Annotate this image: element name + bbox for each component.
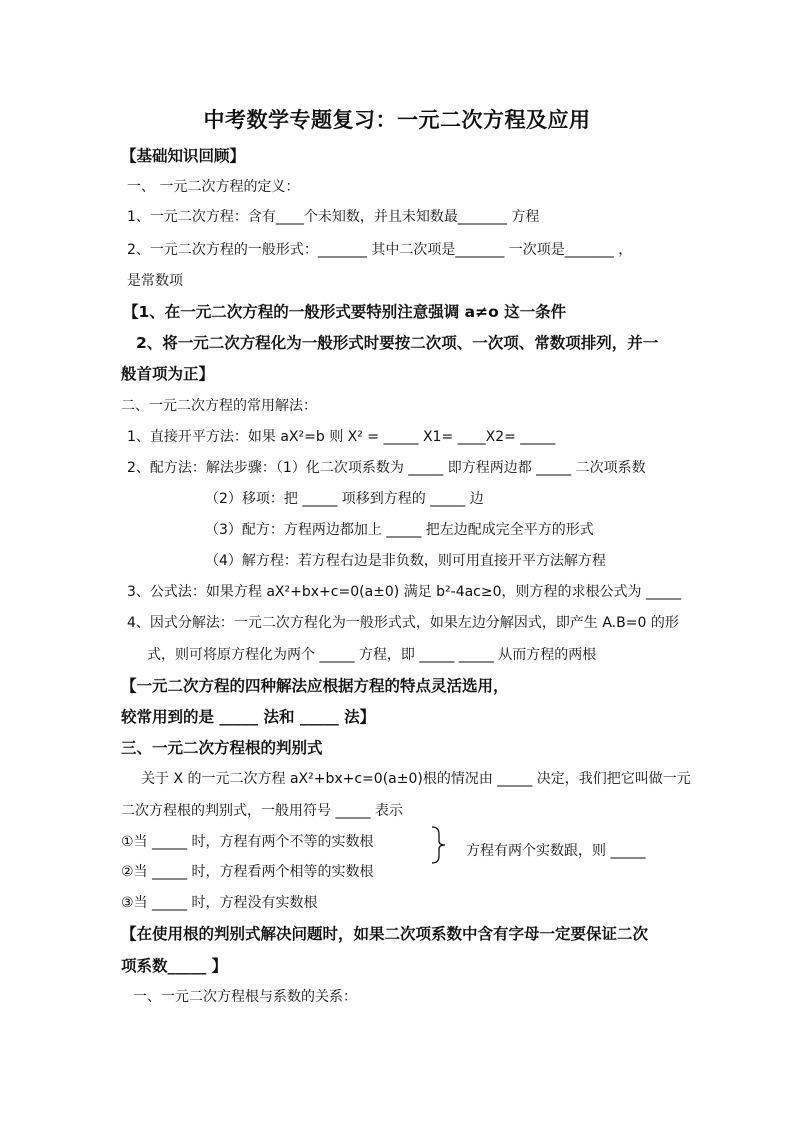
text-line: 关于 X 的一元二次方程 aX²+bx+c=0(a±0)根的情况由 _____ 决定，我们把它叫做一元 — [141, 771, 691, 787]
text-line: （3）配方：方程两边都加上 _____ 把左边配成完全平方的形式 — [205, 522, 594, 538]
emphasis-note: 【一元二次方程的四种解法应根据方程的特点灵活选用， — [121, 677, 509, 695]
emphasis-note: 项系数_____ 】 — [121, 957, 228, 975]
text-line: 2、一元二次方程的一般形式：_______ 其中二次项是_______ 一次项是_______ ， — [127, 242, 633, 258]
document-title: 中考数学专题复习：一元二次方程及应用 — [203, 108, 591, 132]
section-heading-discriminant: 三、一元二次方程根的判别式 — [121, 739, 323, 757]
right-brace-icon — [428, 826, 452, 864]
text-line: 1、直接开平方法：如果 aX²=b 则 X² = _____ X1= ____X2= _____ — [127, 429, 556, 445]
text-line: （2）移项：把 _____ 项移到方程的 _____ 边 — [205, 491, 484, 507]
text-line: （4）解方程：若方程右边是非负数，则可用直接开平方法解方程 — [205, 553, 606, 569]
subheading-solution-methods: 二、一元二次方程的常用解法： — [121, 398, 317, 414]
emphasis-note: 2、将一元二次方程化为一般形式时要按二次项、一次项、常数项排列，并一 — [136, 334, 659, 352]
brace-conclusion: 方程有两个实数跟，则 _____ — [466, 843, 646, 859]
emphasis-note: 【1、在一元二次方程的一般形式要特别注意强调 a≠o 这一条件 — [123, 303, 567, 321]
text-line: 4、因式分解法：一元二次方程化为一般形式式，如果左边分解因式，即产生 A.B=0 的形 — [127, 615, 679, 631]
list-item: ②当 _____ 时，方程看两个相等的实数根 — [121, 864, 374, 880]
text-line: 1、一元二次方程：含有____个未知数，并且未知数最_______ 方程 — [127, 209, 540, 225]
subheading-roots-coefficients: 一、一元二次方程根与系数的关系： — [133, 989, 357, 1005]
text-line: 二次方程根的判别式，一般用符号 _____ 表示 — [121, 803, 403, 819]
text-line: 3、公式法：如果方程 aX²+bx+c=0(a±0) 满足 b²-4ac≥0，则方程的求根公式为 _____ — [127, 584, 681, 600]
list-item: ①当 _____ 时，方程有两个不等的实数根 — [121, 834, 374, 850]
emphasis-note: 般首项为正】 — [121, 365, 215, 383]
section-heading-basic-review: 【基础知识回顾】 — [121, 147, 246, 165]
subheading-definition: 一、 一元二次方程的定义： — [127, 179, 300, 195]
text-line: 是常数项 — [127, 273, 183, 289]
text-line: 2、配方法：解法步骤：（1）化二次项系数为 _____ 即方程两边都 _____ 二次项系数 — [127, 460, 646, 476]
list-item: ③当 _____ 时，方程没有实数根 — [121, 895, 318, 911]
text-line: 式，则可将原方程化为两个 _____ 方程，即 _____ _____ 从而方程的两根 — [147, 647, 597, 663]
emphasis-note: 【在使用根的判别式解决问题时，如果二次项系数中含有字母一定要保证二次 — [121, 925, 649, 943]
emphasis-note: 较常用到的是 _____ 法和 _____ 法】 — [121, 708, 376, 726]
